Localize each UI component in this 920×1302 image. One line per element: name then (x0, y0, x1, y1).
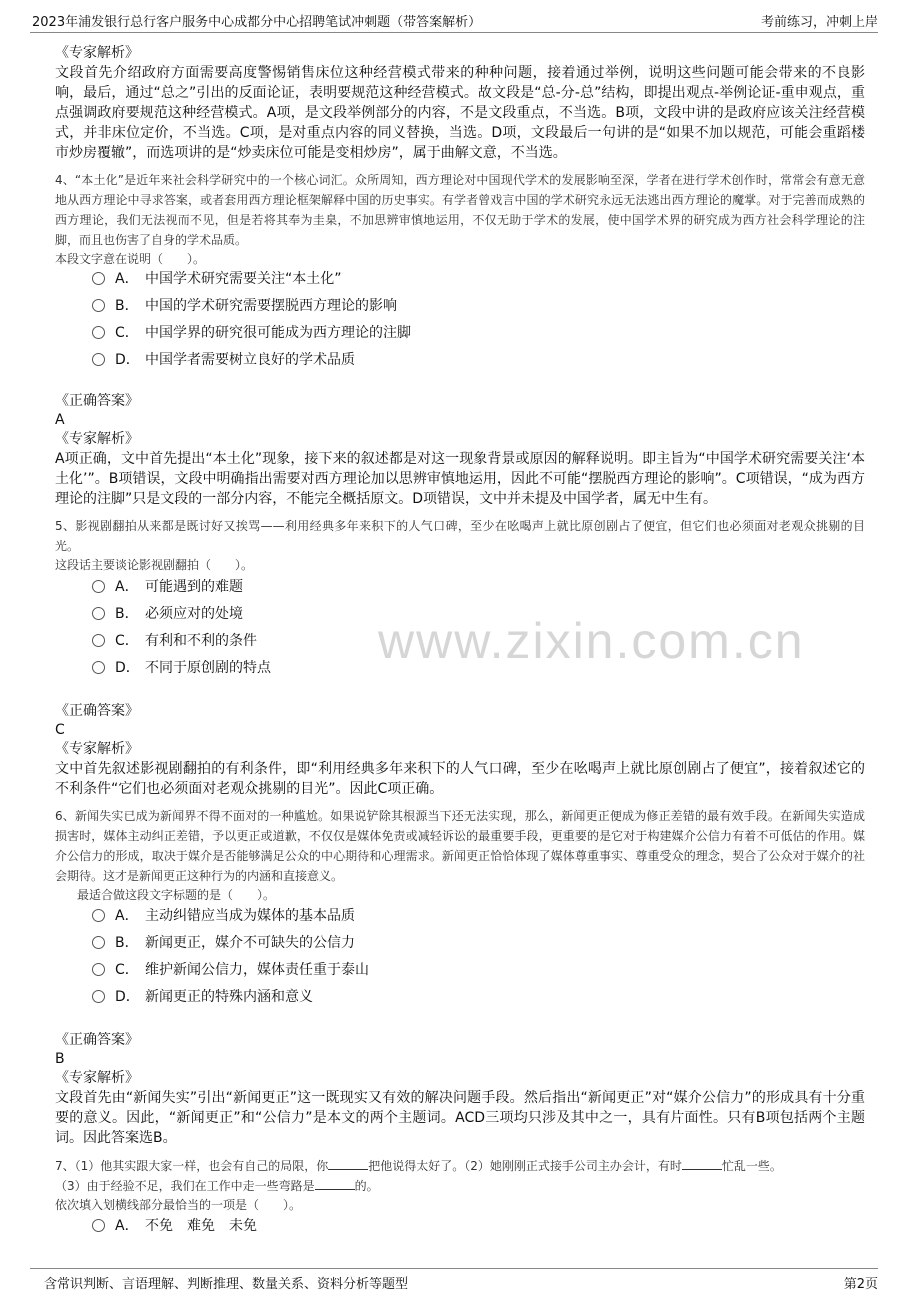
correct-answer-label: 《正确答案》 (55, 1032, 139, 1048)
page-header (30, 8, 878, 33)
question-passage: 5、影视剧翻拍从来都是既讨好又挨骂——利用经典多年来积下的人气口碑，至少在吆喝声上就比原创剧占了便宜，但它们也必须面对老观众挑剔的目光。 (55, 519, 865, 553)
radio-icon[interactable] (92, 580, 105, 593)
option-c[interactable]: C． 中国学界的研究很可能成为西方理论的注脚 (92, 320, 411, 347)
question-passage: 6、新闻失实已成为新闻界不得不面对的一种尴尬。如果说铲除其根源当下还无法实现，那么，新闻更正便成为修正差错的最有效手段。在新闻失实造成损害时，媒体主动纠正差错，予以更正或道歉，不仅仅是媒体免责或减轻诉讼的最重要手段，更重要的是它对于构建媒介公信力有着不可低估的作用。媒介公信力的形成，取决于媒介是否能够满足公众的中心期待和心理需求。新闻更正恰恰体现了媒体尊重事实、尊重受众的理念，契合了公众对于媒介的社会期待。这才是新闻更正这种行为的内涵和直接意义。 (55, 809, 865, 883)
q5-answer-block (55, 702, 865, 799)
radio-icon[interactable] (92, 1219, 105, 1232)
option-a[interactable]: A． 不免 难免 未免 (92, 1213, 257, 1240)
fill-blank (328, 1157, 368, 1170)
q7-options (92, 1213, 257, 1240)
radio-icon[interactable] (92, 661, 105, 674)
expert-analysis-label: 《专家解析》 (55, 45, 139, 61)
correct-answer: A (55, 412, 65, 428)
q4-options (92, 266, 411, 374)
option-b[interactable]: B． 中国的学术研究需要摆脱西方理论的影响 (92, 293, 411, 320)
radio-icon[interactable] (92, 634, 105, 647)
radio-icon[interactable] (92, 909, 105, 922)
q6-answer-block (55, 1031, 865, 1148)
question-stem: 最适合做这段文字标题的是（ ）。 (77, 888, 276, 902)
explanation-text: 文段首先由“新闻失实”引出“新闻更正”这一既现实又有效的解决问题手段。然后指出“新闻更正”对“媒介公信力”的形成具有十分重要的意义。因此，“新闻更正”和“公信力”是本文的两个主题词。ACD三项均只涉及其中之一，具有片面性。只有B项包括两个主题词。因此答案选B。 (55, 1090, 865, 1146)
correct-answer-label: 《正确答案》 (55, 703, 139, 719)
question-passage: 4、“本土化”是近年来社会科学研究中的一个核心词汇。众所周知，西方理论对中国现代学术的发展影响至深，学者在进行学术创作时，常常会有意无意地从西方理论中寻求答案，或者套用西方理论框架解释中国的历史事实。有学者曾戏言中国的学术研究永远无法逃出西方理论的魔掌。对于完善而成熟的西方理论，我们无法视而不见，但是若将其奉为圭臬，不加思辨审慎地运用，不仅无助于学术的发展，使中国学术界的研究成为西方社会科学理论的注脚，而且也伤害了自身的学术品质。 (55, 173, 865, 247)
page-footer (30, 1268, 878, 1297)
radio-icon[interactable] (92, 353, 105, 366)
radio-icon[interactable] (92, 990, 105, 1003)
question-5 (55, 516, 865, 574)
q4-answer-block (55, 392, 865, 509)
explanation-text: 文中首先叙述影视剧翻拍的有利条件，即“利用经典多年来积下的人气口碑，至少在吆喝声上就比原创剧占了便宜”，接着叙述它的不利条件“它们也必须面对老观众挑剔的目光”。因此C项正确。 (55, 761, 865, 797)
question-7 (55, 1156, 865, 1214)
correct-answer: C (55, 722, 65, 738)
option-d[interactable]: D． 不同于原创剧的特点 (92, 655, 271, 682)
expert-analysis-label: 《专家解析》 (55, 741, 139, 757)
question-6 (55, 806, 865, 904)
question-stem: 本段文字意在说明（ ）。 (55, 252, 206, 266)
option-a[interactable]: A． 可能遇到的难题 (92, 574, 271, 601)
watermark: www.zixin.com.cn (378, 613, 805, 669)
option-b[interactable]: B． 新闻更正，媒介不可缺失的公信力 (92, 930, 369, 957)
radio-icon[interactable] (92, 936, 105, 949)
explanation-text: A项正确，文中首先提出“本土化”现象，接下来的叙述都是对这一现象背景或原因的解释说明。即主旨为“中国学术研究需要关注‘本土化’”。B项错误，文段中明确指出需要对西方理论加以思辨审慎地运用，因此不可能“摆脱西方理论的影响”。C项错误，“成为西方理论的注脚”只是文段的一部分内容，不能完全概括原文。D项错误，文中并未提及中国学者，属无中生有。 (55, 451, 865, 507)
question-stem: 依次填入划横线部分最恰当的一项是（ ）。 (55, 1198, 302, 1212)
radio-icon[interactable] (92, 272, 105, 285)
option-a[interactable]: A． 中国学术研究需要关注“本土化” (92, 266, 411, 293)
question-4 (55, 170, 865, 268)
option-c[interactable]: C． 维护新闻公信力，媒体责任重于泰山 (92, 957, 369, 984)
explanation-text: 文段首先介绍政府方面需要高度警惕销售床位这种经营模式带来的种种问题，接着通过举例，说明这些问题可能会带来的不良影响，最后，通过“总之”引出的反面论证，表明要规范这种经营模式。故文段是“总-分-总”结构，即提出观点-举例论证-重申观点，重点强调政府要规范这种经营模式。A项，是文段举例部分的内容，不是文段重点，不当选。B项，文段中讲的是政府应该关注经营模式，并非床位定价，不当选。C项，是对重点内容的同义替换，当选。D项，文段最后一句讲的是“如果不加以规范，可能会重蹈楼市炒房覆辙”，而选项讲的是“炒卖床位可能是变相炒房”，属于曲解文意，不当选。 (55, 65, 865, 161)
expert-analysis-label: 《专家解析》 (55, 1070, 139, 1086)
question-stem: 这段话主要谈论影视剧翻拍（ ）。 (55, 558, 254, 572)
option-d[interactable]: D． 新闻更正的特殊内涵和意义 (92, 984, 369, 1011)
option-d[interactable]: D． 中国学者需要树立良好的学术品质 (92, 347, 411, 374)
q5-options (92, 574, 271, 682)
correct-answer-label: 《正确答案》 (55, 393, 139, 409)
option-b[interactable]: B． 必须应对的处境 (92, 601, 271, 628)
header-slogan: 考前练习，冲刺上岸 (760, 15, 878, 30)
q6-options (92, 903, 369, 1011)
expert-analysis-label: 《专家解析》 (55, 431, 139, 447)
radio-icon[interactable] (92, 963, 105, 976)
option-a[interactable]: A． 主动纠错应当成为媒体的基本品质 (92, 903, 369, 930)
radio-icon[interactable] (92, 326, 105, 339)
correct-answer: B (55, 1051, 65, 1067)
footer-categories: 含常识判断、言语理解、判断推理、数量关系、资料分析等题型 (44, 1277, 409, 1292)
option-c[interactable]: C． 有利和不利的条件 (92, 628, 271, 655)
radio-icon[interactable] (92, 607, 105, 620)
q3-explanation-block (55, 44, 865, 163)
radio-icon[interactable] (92, 299, 105, 312)
fill-blank (682, 1157, 722, 1170)
question-passage: 7、（1）他其实跟大家一样，也会有自己的局限，你 把他说得太好了。（2）她刚刚正式接手公司主办会计，有时 忙乱一些。 （3）由于经验不足，我们在工作中走一些弯路是 的。 (55, 1159, 782, 1193)
page-number: 第2页 (843, 1277, 878, 1292)
fill-blank (315, 1177, 355, 1190)
document-title: 2023年浦发银行总行客户服务中心成都分中心招聘笔试冲刺题（带答案解析） (32, 15, 482, 30)
